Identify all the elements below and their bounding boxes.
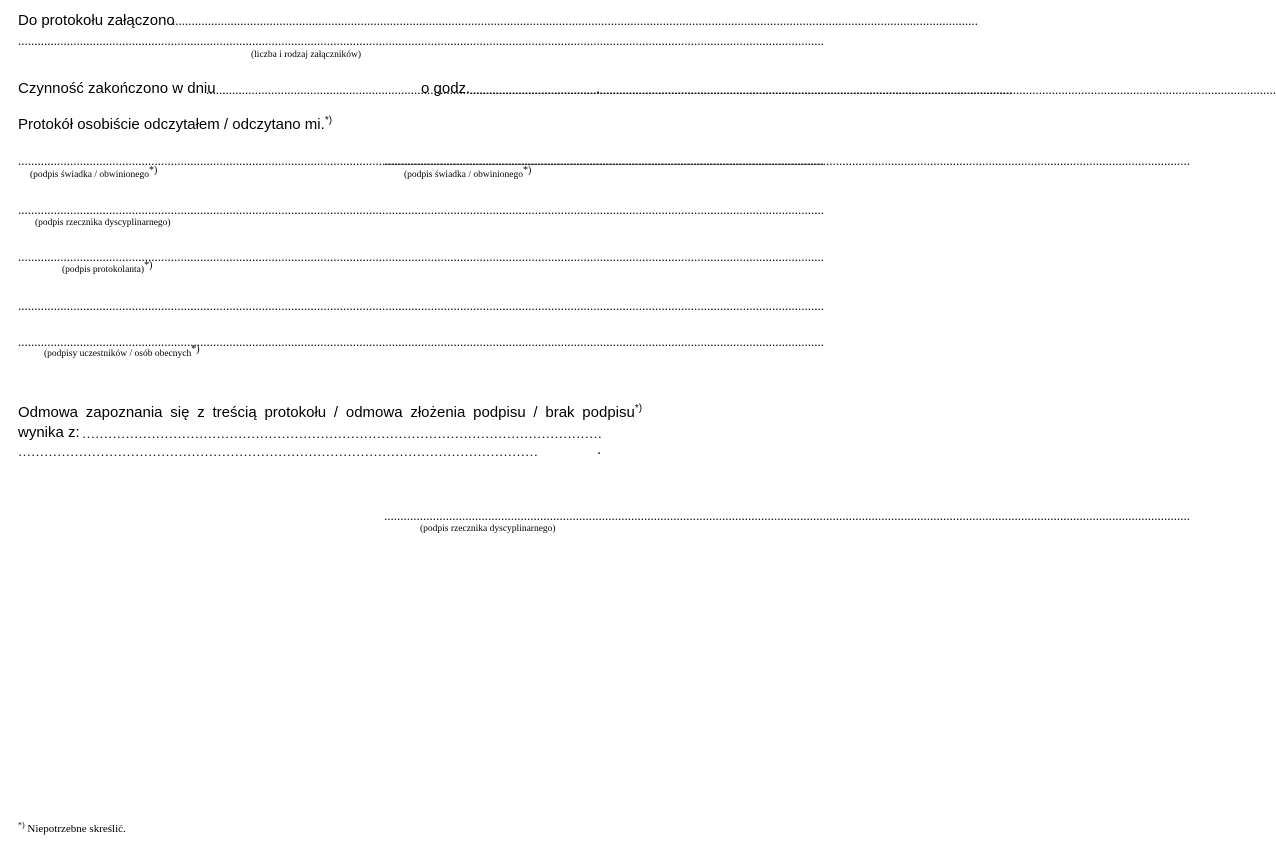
refusal-reason-dotted <box>82 426 600 442</box>
refusal-end-dot: . <box>597 441 602 458</box>
attachments-caption: (liczba i rodzaj załączników) <box>251 50 361 60</box>
refusal-reason-dotted-2 <box>18 444 596 460</box>
final-signature-dotted <box>384 508 602 524</box>
completion-time-label: o godz. <box>421 80 471 97</box>
witness-right-dotted <box>384 153 564 169</box>
attachments-dotted-line <box>172 13 596 29</box>
final-signature-caption: (podpis rzecznika dyscyplinarnego) <box>420 524 556 534</box>
witness-left-caption: (podpis świadka / obwinionego*) <box>30 164 158 180</box>
participants-caption: (podpisy uczestników / osób obecnych*) <box>44 343 200 359</box>
read-statement: Protokół osobiście odczytałem / odczytano mi.*) <box>18 115 333 133</box>
refusal-reason-label: wynika z: <box>18 424 80 441</box>
refusal-statement: Odmowa zapoznania się z treścią protokołu / odmowa złożenia podpisu / brak podpisu*) <box>18 403 643 421</box>
completion-time-dotted <box>470 82 596 98</box>
completion-date-dotted <box>206 82 416 98</box>
attachments-dotted-line-2 <box>18 33 602 49</box>
participants-dotted-2 <box>18 334 220 350</box>
spokesman-dotted <box>18 202 200 218</box>
witness-left-dotted <box>18 153 200 169</box>
clerk-dotted <box>18 249 196 265</box>
completion-end-dot: . <box>596 80 601 97</box>
footnote-mark: *) <box>18 820 25 830</box>
clerk-caption: (podpis protokolanta)*) <box>62 259 153 275</box>
footnote-mark: *) <box>324 115 333 126</box>
witness-right-caption: (podpis świadka / obwinionego*) <box>404 164 532 180</box>
completion-date-label: Czynność zakończono w dniu <box>18 80 216 97</box>
spokesman-caption: (podpis rzecznika dyscyplinarnego) <box>35 218 171 228</box>
attachments-label: Do protokołu załączono <box>18 12 175 29</box>
footnote: *) Niepotrzebne skreślić. <box>18 820 126 835</box>
participants-dotted-1 <box>18 298 220 314</box>
